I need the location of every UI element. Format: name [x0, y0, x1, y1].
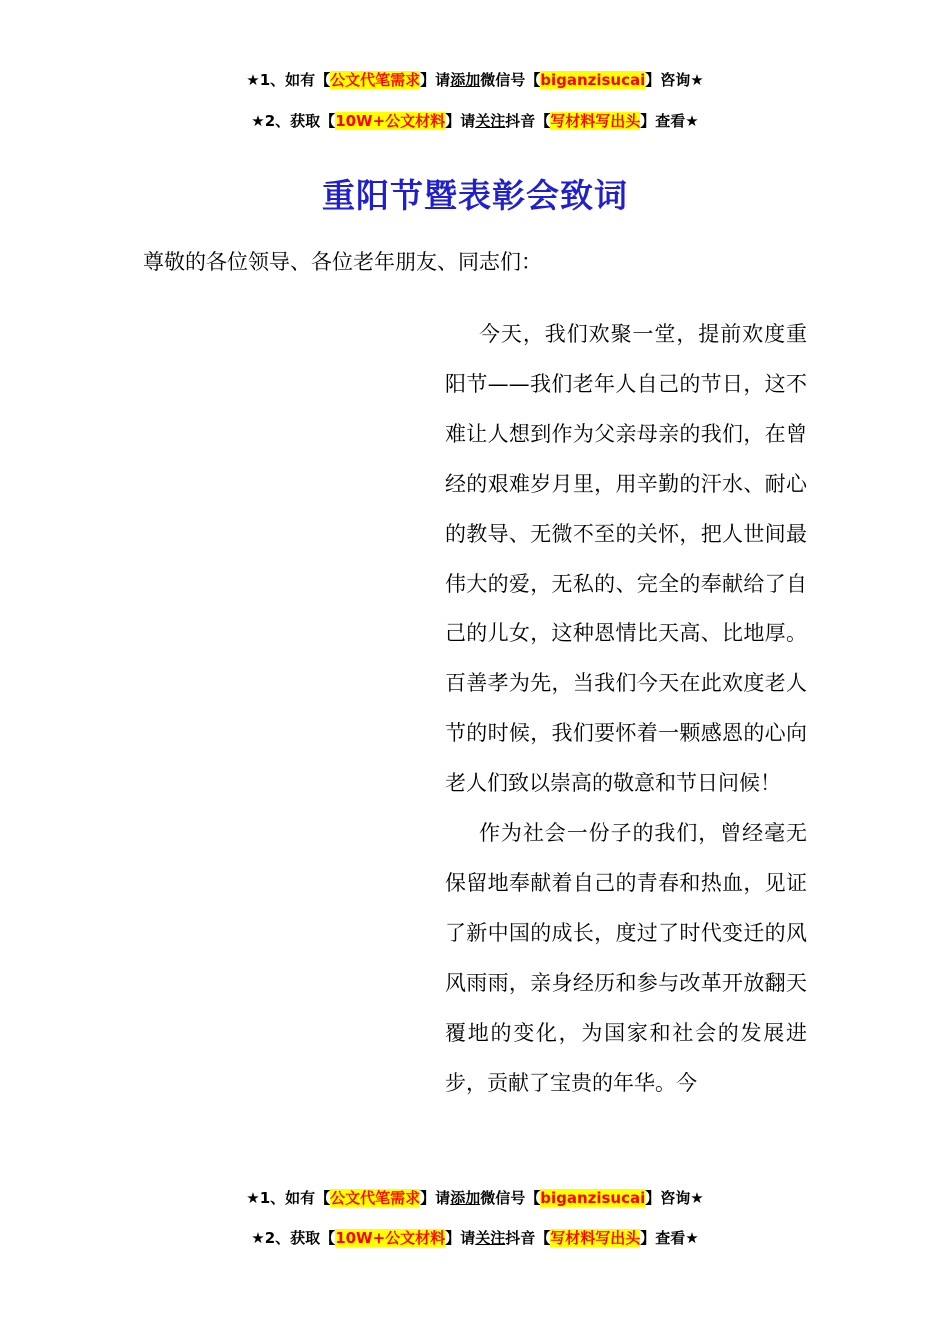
body-text — [445, 310, 807, 1109]
ad-highlight: biganzisucai — [540, 1189, 646, 1207]
ad-text: 微信号【 — [480, 1189, 541, 1207]
ad-text: 抖音【 — [505, 1229, 551, 1247]
ad-highlight: biganzisucai — [540, 71, 646, 89]
ad-highlight: 公文代笔需求 — [330, 1189, 421, 1207]
ad-text: ★1、如有【 — [246, 71, 331, 89]
ad-underline: 关注 — [475, 1229, 506, 1247]
ad-text: 抖音【 — [505, 112, 551, 130]
ad-text: 】查看★ — [640, 1229, 699, 1247]
paragraph: 作为社会一份子的我们，曾经毫无保留地奉献着自己的青春和热血，见证了新中国的成长，度过了时代变迁的风风雨雨，亲身经历和参与改革开放翻天覆地的变化，为国家和社会的发展进步，贡献了宝贵的年华。今 — [445, 821, 807, 1095]
footer-ad-line-1 — [0, 1188, 950, 1208]
ad-text: 】请 — [420, 1189, 451, 1207]
ad-highlight: 写材料写出头 — [550, 1229, 641, 1247]
ad-highlight: 10W+公文材料 — [335, 112, 446, 130]
ad-underline: 添加 — [450, 71, 481, 89]
ad-text: ★2、获取【 — [251, 1229, 336, 1247]
footer-ad-line-2 — [0, 1228, 950, 1248]
ad-highlight: 公文代笔需求 — [330, 71, 421, 89]
ad-underline: 添加 — [450, 1189, 481, 1207]
paragraph: 今天，我们欢聚一堂，提前欢度重阳节——我们老年人自己的节日，这不难让人想到作为父亲母亲的我们，在曾经的艰难岁月里，用辛勤的汗水、耐心的教导、无微不至的关怀，把人世间最伟大的爱，无私的、完全的奉献给了自己的儿女，这种恩情比天高、比地厚。百善孝为先，当我们今天在此欢度老人节的时候，我们要怀着一颗感恩的心向老人们致以崇高的敬意和节日问候！ — [445, 322, 807, 796]
ad-text: 】咨询★ — [645, 1189, 704, 1207]
ad-text: 】请 — [420, 71, 451, 89]
header-ad-line-1 — [0, 70, 950, 90]
ad-text: 】请 — [445, 112, 476, 130]
ad-text: 】请 — [445, 1229, 476, 1247]
document-title: 重阳节暨表彰会致词 — [322, 176, 628, 215]
ad-text: ★1、如有【 — [246, 1189, 331, 1207]
ad-highlight: 10W+公文材料 — [335, 1229, 446, 1247]
ad-text: 微信号【 — [480, 71, 541, 89]
salutation: 尊敬的各位领导、各位老年朋友、同志们： — [143, 250, 542, 274]
header-ad-line-2 — [0, 111, 950, 131]
ad-text: 】查看★ — [640, 112, 699, 130]
ad-text: 】咨询★ — [645, 71, 704, 89]
ad-highlight: 写材料写出头 — [550, 112, 641, 130]
ad-text: ★2、获取【 — [251, 112, 336, 130]
ad-underline: 关注 — [475, 112, 506, 130]
